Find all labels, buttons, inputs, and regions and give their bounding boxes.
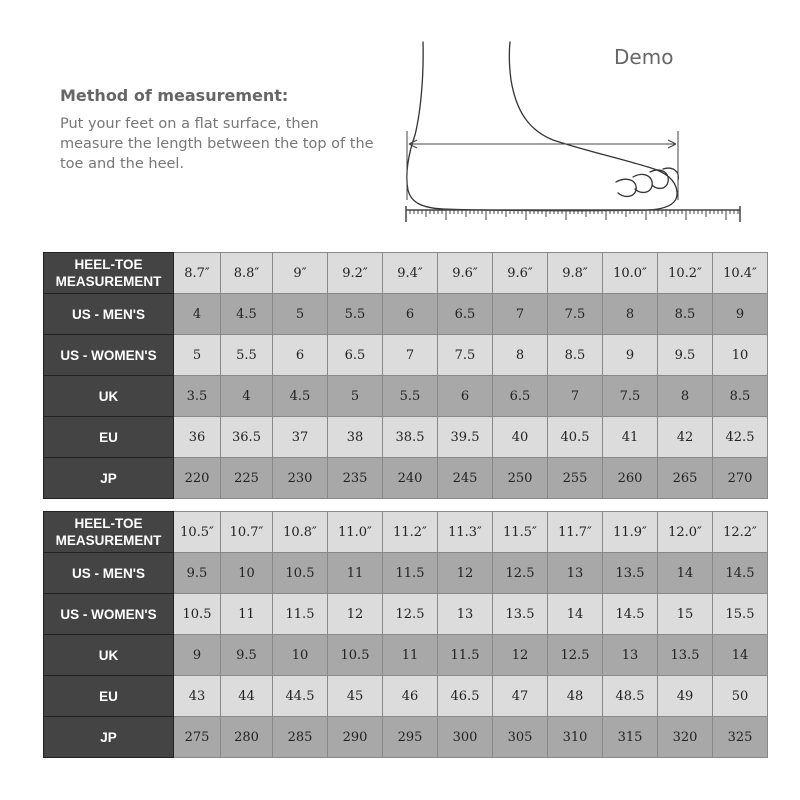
size-cell: 10.5 bbox=[273, 553, 328, 594]
size-cell: 13.5 bbox=[493, 594, 548, 635]
size-cell: 12 bbox=[328, 594, 383, 635]
size-cell: 11.3″ bbox=[438, 512, 493, 553]
size-chart-table-1 bbox=[43, 252, 768, 499]
size-cell: 10 bbox=[713, 335, 768, 376]
size-cell: 9.5 bbox=[221, 635, 273, 676]
size-cell: 47 bbox=[493, 676, 548, 717]
size-cell: 15.5 bbox=[713, 594, 768, 635]
size-cell: 42 bbox=[658, 417, 713, 458]
size-cell: 6.5 bbox=[493, 376, 548, 417]
size-cell: 11.5 bbox=[438, 635, 493, 676]
size-cell: 15 bbox=[658, 594, 713, 635]
row-header-label: JP bbox=[100, 470, 117, 486]
size-cell: 36.5 bbox=[221, 417, 273, 458]
size-cell: 13 bbox=[548, 553, 603, 594]
ruler bbox=[406, 206, 740, 222]
size-cell: 7.5 bbox=[548, 294, 603, 335]
size-cell: 11 bbox=[328, 553, 383, 594]
size-cell: 9.2″ bbox=[328, 253, 383, 294]
row-eu bbox=[44, 676, 768, 717]
size-cell: 235 bbox=[328, 458, 383, 499]
size-cell: 9 bbox=[603, 335, 658, 376]
row-header-label: EU bbox=[99, 688, 118, 704]
size-cell: 11.0″ bbox=[328, 512, 383, 553]
size-cell: 8 bbox=[493, 335, 548, 376]
size-cell: 9″ bbox=[273, 253, 328, 294]
size-cell: 5.5 bbox=[221, 335, 273, 376]
row-header bbox=[44, 512, 174, 553]
size-cell: 9.6″ bbox=[438, 253, 493, 294]
size-cell: 40 bbox=[493, 417, 548, 458]
size-cell: 44 bbox=[221, 676, 273, 717]
size-cell: 44.5 bbox=[273, 676, 328, 717]
size-cell: 10.5 bbox=[328, 635, 383, 676]
size-cell: 45 bbox=[328, 676, 383, 717]
size-cell: 10.4″ bbox=[713, 253, 768, 294]
row-header bbox=[44, 717, 174, 758]
size-cell: 10.0″ bbox=[603, 253, 658, 294]
row-header bbox=[44, 458, 174, 499]
row-eu bbox=[44, 417, 768, 458]
size-cell: 315 bbox=[603, 717, 658, 758]
size-cell: 280 bbox=[221, 717, 273, 758]
size-cell: 260 bbox=[603, 458, 658, 499]
size-cell: 225 bbox=[221, 458, 273, 499]
size-cell: 285 bbox=[273, 717, 328, 758]
size-cell: 14 bbox=[658, 553, 713, 594]
size-cell: 14 bbox=[713, 635, 768, 676]
size-cell: 8.5 bbox=[713, 376, 768, 417]
row-header-label-line1: HEEL-TOE bbox=[74, 257, 143, 272]
size-cell: 3.5 bbox=[174, 376, 221, 417]
row-header bbox=[44, 594, 174, 635]
size-cell: 7.5 bbox=[438, 335, 493, 376]
size-cell: 9.5 bbox=[174, 553, 221, 594]
size-cell: 10 bbox=[273, 635, 328, 676]
size-chart-table-2 bbox=[43, 511, 768, 758]
size-cell: 46 bbox=[383, 676, 438, 717]
row-us-women bbox=[44, 594, 768, 635]
row-header-label: US - MEN'S bbox=[72, 306, 145, 322]
size-cell: 7 bbox=[493, 294, 548, 335]
size-cell: 48 bbox=[548, 676, 603, 717]
size-cell: 39.5 bbox=[438, 417, 493, 458]
row-header bbox=[44, 253, 174, 294]
row-header bbox=[44, 335, 174, 376]
size-cell: 11.5″ bbox=[493, 512, 548, 553]
row-uk bbox=[44, 376, 768, 417]
size-cell: 4 bbox=[174, 294, 221, 335]
size-cell: 14.5 bbox=[713, 553, 768, 594]
size-cell: 11.2″ bbox=[383, 512, 438, 553]
size-cell: 295 bbox=[383, 717, 438, 758]
size-cell: 10 bbox=[221, 553, 273, 594]
size-cell: 220 bbox=[174, 458, 221, 499]
size-cell: 41 bbox=[603, 417, 658, 458]
row-uk bbox=[44, 635, 768, 676]
size-cell: 5.5 bbox=[328, 294, 383, 335]
size-cell: 11 bbox=[221, 594, 273, 635]
size-cell: 13.5 bbox=[603, 553, 658, 594]
size-cell: 10.8″ bbox=[273, 512, 328, 553]
size-cell: 9 bbox=[174, 635, 221, 676]
size-cell: 8 bbox=[603, 294, 658, 335]
size-cell: 7 bbox=[548, 376, 603, 417]
row-jp bbox=[44, 717, 768, 758]
size-cell: 11.9″ bbox=[603, 512, 658, 553]
row-heel-toe bbox=[44, 512, 768, 553]
row-header bbox=[44, 376, 174, 417]
size-cell: 4.5 bbox=[221, 294, 273, 335]
size-chart-body bbox=[44, 253, 768, 499]
size-cell: 7 bbox=[383, 335, 438, 376]
size-cell: 8.5 bbox=[658, 294, 713, 335]
size-cell: 245 bbox=[438, 458, 493, 499]
measurement-arrow bbox=[407, 131, 678, 200]
size-cell: 9.6″ bbox=[493, 253, 548, 294]
size-cell: 320 bbox=[658, 717, 713, 758]
row-header-label: US - WOMEN'S bbox=[60, 347, 157, 363]
size-cell: 5 bbox=[174, 335, 221, 376]
method-title: Method of measurement: bbox=[60, 86, 289, 105]
size-cell: 250 bbox=[493, 458, 548, 499]
row-header bbox=[44, 635, 174, 676]
size-cell: 38 bbox=[328, 417, 383, 458]
size-cell: 6 bbox=[273, 335, 328, 376]
size-cell: 8.5 bbox=[548, 335, 603, 376]
size-cell: 10.7″ bbox=[221, 512, 273, 553]
size-cell: 14 bbox=[548, 594, 603, 635]
size-cell: 290 bbox=[328, 717, 383, 758]
size-cell: 12.5 bbox=[493, 553, 548, 594]
row-header-label: UK bbox=[98, 388, 119, 404]
size-cell: 11 bbox=[383, 635, 438, 676]
size-cell: 9.8″ bbox=[548, 253, 603, 294]
size-cell: 275 bbox=[174, 717, 221, 758]
size-cell: 13 bbox=[438, 594, 493, 635]
row-header bbox=[44, 294, 174, 335]
size-cell: 8.7″ bbox=[174, 253, 221, 294]
size-cell: 5 bbox=[328, 376, 383, 417]
foot-measurement-illustration bbox=[398, 40, 743, 225]
size-cell: 11.5 bbox=[273, 594, 328, 635]
size-cell: 5 bbox=[273, 294, 328, 335]
size-cell: 14.5 bbox=[603, 594, 658, 635]
size-chart-body bbox=[44, 512, 768, 758]
method-description: Put your feet on a flat surface, then measure the length between the top of the toe and the heel. bbox=[60, 116, 374, 172]
row-header-label: UK bbox=[98, 647, 119, 663]
row-jp bbox=[44, 458, 768, 499]
size-cell: 13.5 bbox=[658, 635, 713, 676]
foot-outline-icon bbox=[407, 42, 678, 211]
row-heel-toe bbox=[44, 253, 768, 294]
size-cell: 38.5 bbox=[383, 417, 438, 458]
size-cell: 9 bbox=[713, 294, 768, 335]
size-cell: 36 bbox=[174, 417, 221, 458]
size-cell: 43 bbox=[174, 676, 221, 717]
size-cell: 13 bbox=[603, 635, 658, 676]
size-cell: 305 bbox=[493, 717, 548, 758]
size-cell: 325 bbox=[713, 717, 768, 758]
row-header-label: EU bbox=[99, 429, 118, 445]
size-cell: 8.8″ bbox=[221, 253, 273, 294]
size-cell: 255 bbox=[548, 458, 603, 499]
size-cell: 12 bbox=[493, 635, 548, 676]
size-cell: 5.5 bbox=[383, 376, 438, 417]
row-header-label-line2: MEASUREMENT bbox=[55, 274, 162, 289]
size-cell: 6.5 bbox=[438, 294, 493, 335]
size-cell: 10.5 bbox=[174, 594, 221, 635]
size-cell: 6 bbox=[438, 376, 493, 417]
row-header-label-line2: MEASUREMENT bbox=[55, 533, 162, 548]
size-cell: 10.2″ bbox=[658, 253, 713, 294]
size-cell: 42.5 bbox=[713, 417, 768, 458]
row-header bbox=[44, 417, 174, 458]
size-cell: 7.5 bbox=[603, 376, 658, 417]
size-cell: 6.5 bbox=[328, 335, 383, 376]
size-cell: 11.5 bbox=[383, 553, 438, 594]
size-cell: 48.5 bbox=[603, 676, 658, 717]
size-cell: 265 bbox=[658, 458, 713, 499]
demo-label: Demo bbox=[614, 45, 674, 69]
size-cell: 12.0″ bbox=[658, 512, 713, 553]
size-cell: 240 bbox=[383, 458, 438, 499]
row-us-men bbox=[44, 294, 768, 335]
row-us-women bbox=[44, 335, 768, 376]
size-cell: 9.4″ bbox=[383, 253, 438, 294]
row-us-men bbox=[44, 553, 768, 594]
row-header-label: US - MEN'S bbox=[72, 565, 145, 581]
size-cell: 4.5 bbox=[273, 376, 328, 417]
size-cell: 12.5 bbox=[383, 594, 438, 635]
size-cell: 4 bbox=[221, 376, 273, 417]
row-header bbox=[44, 553, 174, 594]
size-cell: 6 bbox=[383, 294, 438, 335]
size-cell: 310 bbox=[548, 717, 603, 758]
size-cell: 40.5 bbox=[548, 417, 603, 458]
size-cell: 12 bbox=[438, 553, 493, 594]
row-header-label: JP bbox=[100, 729, 117, 745]
size-cell: 46.5 bbox=[438, 676, 493, 717]
row-header-label-line1: HEEL-TOE bbox=[74, 516, 143, 531]
size-cell: 37 bbox=[273, 417, 328, 458]
size-cell: 11.7″ bbox=[548, 512, 603, 553]
row-header bbox=[44, 676, 174, 717]
size-cell: 270 bbox=[713, 458, 768, 499]
size-cell: 9.5 bbox=[658, 335, 713, 376]
size-cell: 300 bbox=[438, 717, 493, 758]
size-cell: 12.5 bbox=[548, 635, 603, 676]
row-header-label: US - WOMEN'S bbox=[60, 606, 157, 622]
size-cell: 50 bbox=[713, 676, 768, 717]
size-cell: 8 bbox=[658, 376, 713, 417]
size-cell: 10.5″ bbox=[174, 512, 221, 553]
size-cell: 230 bbox=[273, 458, 328, 499]
size-cell: 12.2″ bbox=[713, 512, 768, 553]
size-cell: 49 bbox=[658, 676, 713, 717]
